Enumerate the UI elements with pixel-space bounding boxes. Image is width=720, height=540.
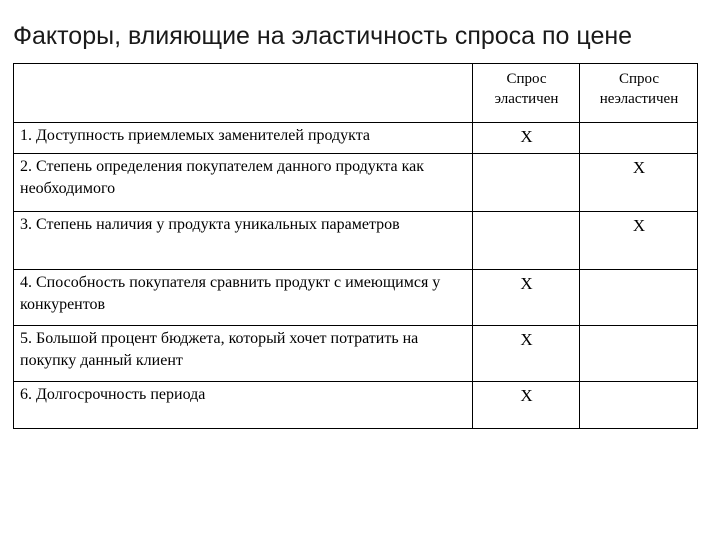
table-row (14, 212, 698, 270)
header-cell-elastic: Спрос эластичен (473, 64, 580, 123)
inelastic-mark (580, 382, 698, 429)
table-row (14, 382, 698, 429)
inelastic-mark (580, 326, 698, 382)
factor-cell: 4. Способность покупателя сравнить продукт с имеющимся у конкурентов (14, 270, 473, 326)
factor-cell: 6. Долгосрочность периода (14, 382, 473, 429)
header-cell-inelastic: Спрос неэластичен (580, 64, 698, 123)
elastic-mark (473, 212, 580, 270)
elastic-mark: X (473, 270, 580, 326)
table-row (14, 326, 698, 382)
inelastic-mark (580, 123, 698, 154)
elastic-mark: X (473, 123, 580, 154)
elastic-mark: X (473, 382, 580, 429)
inelastic-mark (580, 270, 698, 326)
factor-cell: 1. Доступность приемлемых заменителей продукта (14, 123, 473, 154)
elastic-mark: X (473, 326, 580, 382)
page-title: Факторы, влияющие на эластичность спроса по цене (13, 22, 633, 50)
factor-cell: 3. Степень наличия у продукта уникальных параметров (14, 212, 473, 270)
inelastic-mark: X (580, 212, 698, 270)
table-row (14, 123, 698, 154)
factor-cell: 2. Степень определения покупателем данного продукта как необходимого (14, 154, 473, 212)
factor-cell: 5. Большой процент бюджета, который хочет потратить на покупку данный клиент (14, 326, 473, 382)
header-cell-empty (14, 64, 473, 123)
elastic-mark (473, 154, 580, 212)
table-row (14, 154, 698, 212)
factors-table (13, 63, 698, 429)
table-header-row (14, 64, 698, 123)
table-row (14, 270, 698, 326)
inelastic-mark: X (580, 154, 698, 212)
